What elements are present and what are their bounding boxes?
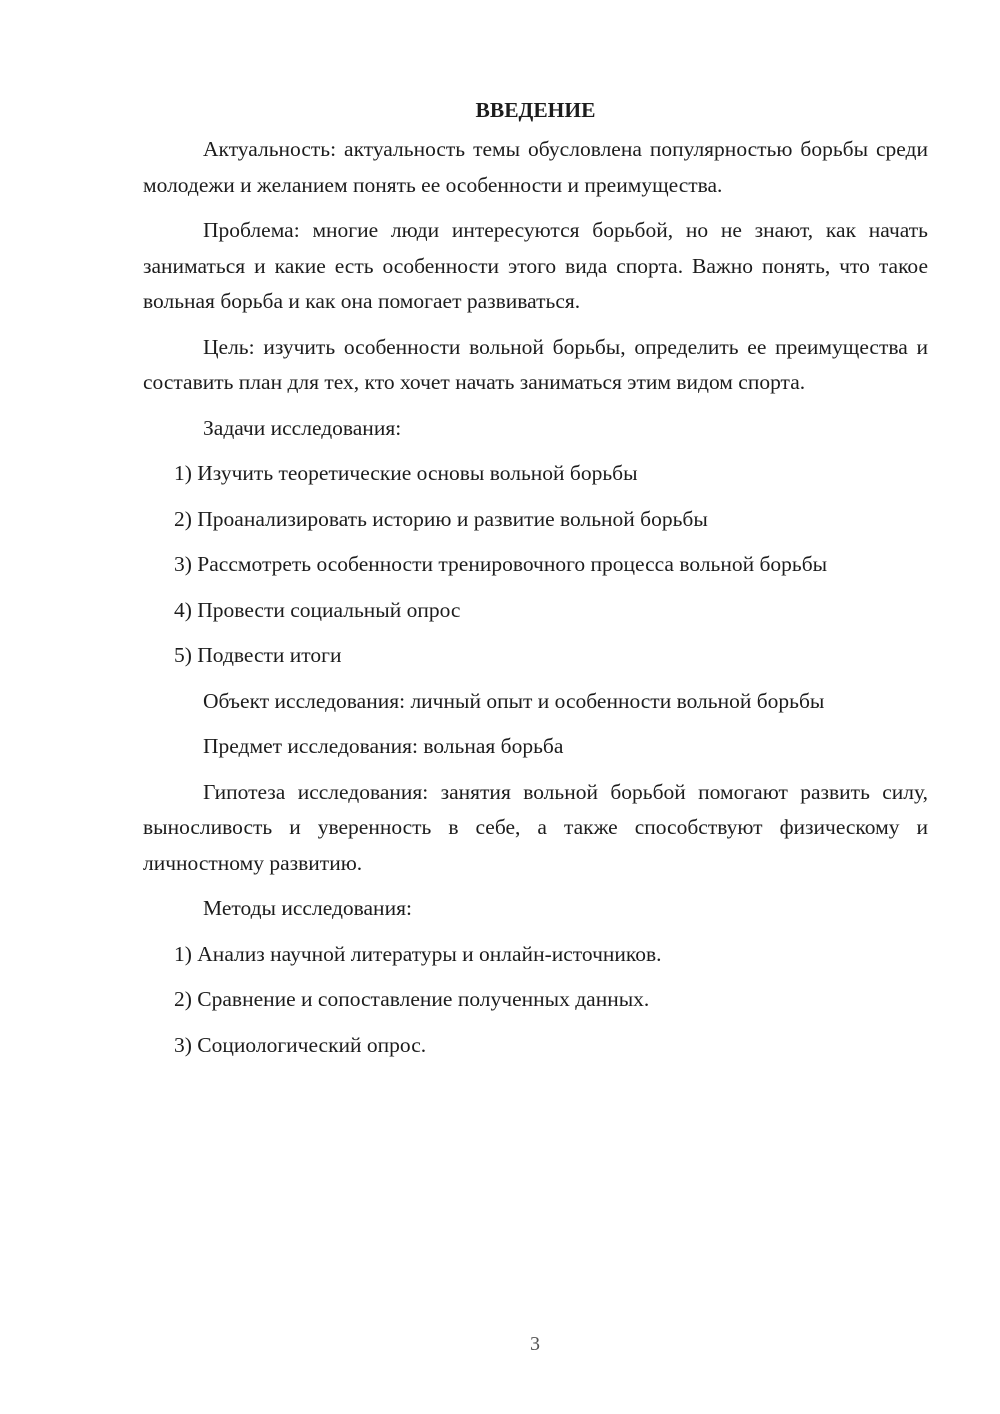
task-item-1: 1) Изучить теоретические основы вольной борьбы (174, 461, 638, 485)
relevance-paragraph: Актуальность: актуальность темы обусловлена популярностью борьбы среди молодежи и желанием понять ее особенности и преимущества. (143, 137, 928, 197)
task-item-5: 5) Подвести итоги (174, 643, 342, 667)
section-title: ВВЕДЕНИЕ (475, 98, 596, 122)
task-item-2: 2) Проанализировать историю и развитие вольной борьбы (174, 506, 708, 531)
subject-paragraph: Предмет исследования: вольная борьба (203, 734, 564, 758)
document-page (143, 92, 928, 1073)
method-item-1: 1) Анализ научной литературы и онлайн-источников. (174, 941, 662, 966)
method-item-3: 3) Социологический опрос. (174, 1032, 427, 1057)
task-item-4: 4) Провести социальный опрос (174, 597, 461, 622)
task-item-3: 3) Рассмотреть особенности тренировочного процесса вольной борьбы (174, 552, 828, 576)
hypothesis-paragraph: Гипотеза исследования: занятия вольной борьбой помогают развить силу, выносливость и уверенность в себе, а также способствуют физическому и личностному развитию. (143, 779, 928, 875)
goal-paragraph: Цель: изучить особенности вольной борьбы, определить ее преимущества и составить план для тех, кто хочет начать заниматься этим видом спорта. (143, 334, 928, 394)
problem-paragraph: Проблема: многие люди интересуются борьбой, но не знают, как начать заниматься и какие есть особенности этого вида спорта. Важно понять, что такое вольная борьба и как она помогает развиваться. (143, 218, 928, 313)
method-item-2: 2) Сравнение и сопоставление полученных данных. (174, 987, 650, 1011)
object-paragraph: Объект исследования: личный опыт и особенности вольной борьбы (203, 688, 825, 713)
page-number: 3 (530, 1333, 540, 1355)
tasks-heading: Задачи исследования: (203, 415, 402, 440)
methods-heading: Методы исследования: (203, 896, 412, 920)
